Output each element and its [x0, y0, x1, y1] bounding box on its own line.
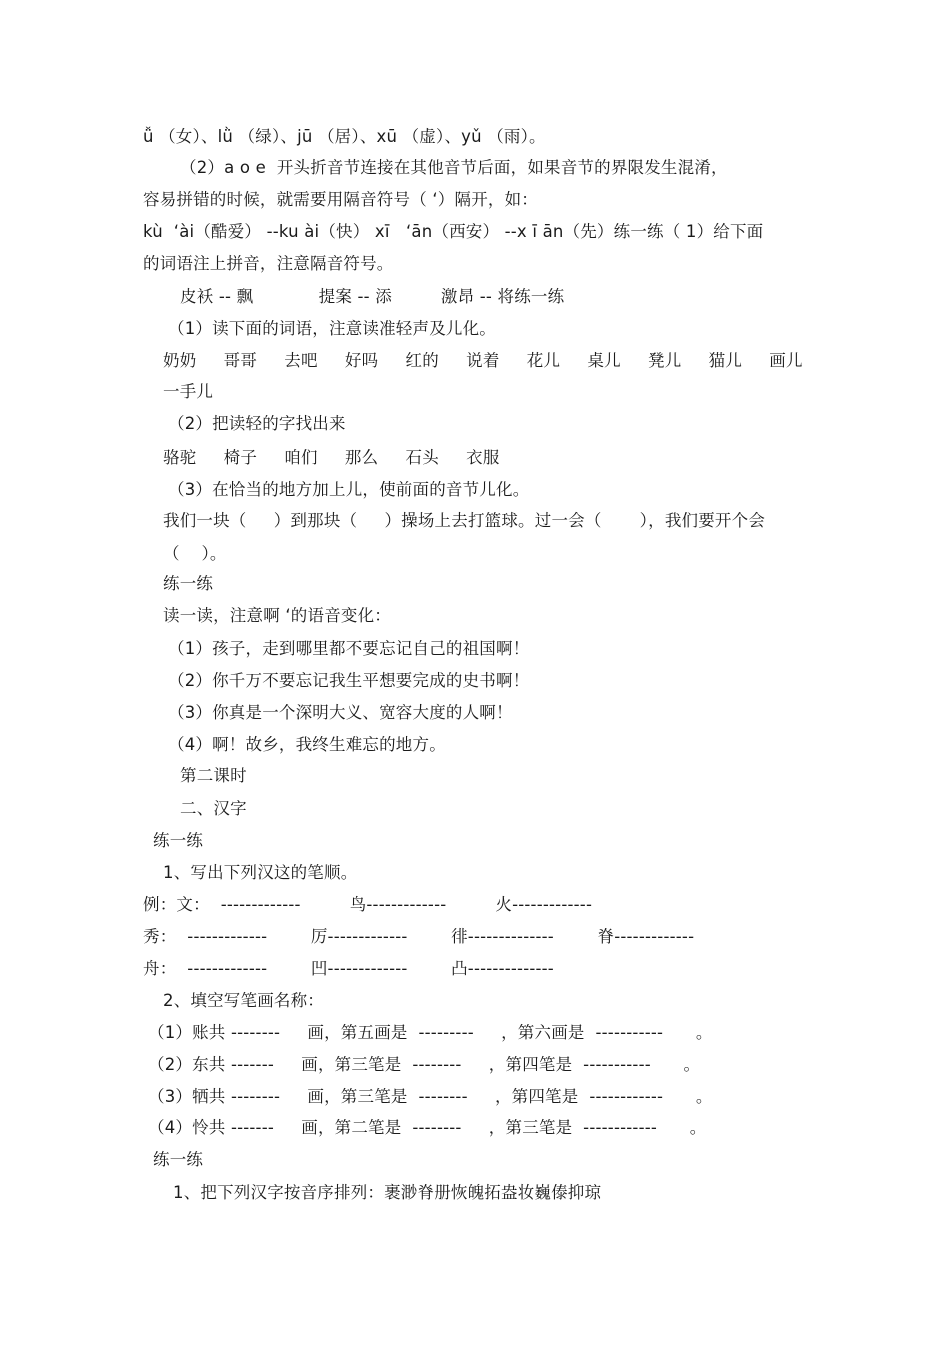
text-line: 1、把下列汉字按音序排列：裹渺脊册恢魄拓盎妆巍傣抑琼 — [173, 1183, 602, 1202]
text-line: 2、填空写笔画名称： — [163, 991, 324, 1010]
text-line: 练一练 — [153, 831, 204, 850]
text-line: （2）东共 ------- 画，第三笔是 -------- ，第四笔是 ----------- 。 — [148, 1055, 701, 1074]
text-line: ǚ （女）、lǜ （绿）、jū （居）、xū （虚）、yǔ （雨）。 — [143, 127, 546, 146]
text-line: 读一读，注意啊 ‘的语音变化： — [163, 606, 391, 625]
text-line: （4）啊！故乡，我终生难忘的地方。 — [168, 735, 446, 754]
text-line: （1）读下面的词语，注意读准轻声及儿化。 — [168, 319, 496, 338]
text-line: （ ）。 — [163, 544, 227, 563]
text-line: 练一练 — [153, 1150, 204, 1169]
text-line: （3）在恰当的地方加上儿，使前面的音节儿化。 — [168, 480, 530, 499]
section-heading: 第二课时 — [180, 766, 247, 785]
text-line: （2）a o e 开头折音节连接在其他音节后面，如果音节的界限发生混淆， — [180, 158, 728, 177]
text-line: 例：文： ------------- 鸟------------- 火------------- — [143, 895, 593, 914]
text-line: kù ‘ài（酷爱） --ku ài（快） xī ‘ān（西安） --x ī ān（先）练一练（ 1）给下面 — [143, 222, 764, 241]
text-line: （2）你千万不要忘记我生平想要完成的史书啊！ — [168, 671, 530, 690]
text-line: 容易拼错的时候，就需要用隔音符号（ ‘）隔开，如： — [143, 190, 538, 209]
text-line: 奶奶 哥哥 去吧 好吗 红的 说着 花儿 桌儿 凳儿 猫儿 画儿 — [163, 351, 803, 370]
text-line: 1、写出下列汉这的笔顺。 — [163, 863, 358, 882]
text-line: 我们一块（ ）到那块（ ）操场上去打篮球。过一会（ ），我们要开个会 — [163, 511, 766, 530]
text-line: （3）你真是一个深明大义、宽容大度的人啊！ — [168, 703, 513, 722]
text-line: （1）孩子，走到哪里都不要忘记自己的祖国啊！ — [168, 639, 530, 658]
text-line: 秀： ------------- 厉------------- 徘-------------- 脊------------- — [143, 927, 695, 946]
text-line: （4）怜共 ------- 画，第二笔是 -------- ，第三笔是 ------------ 。 — [148, 1118, 707, 1137]
section-heading: 二、汉字 — [180, 799, 247, 818]
text-line: 骆驼 椅子 咱们 那么 石头 衣服 — [163, 448, 500, 467]
text-line: 一手儿 — [163, 382, 214, 401]
text-line: 舟： ------------- 凹------------- 凸-------------- — [143, 959, 554, 978]
text-line: 练一练 — [163, 574, 214, 593]
text-line: （3）牺共 -------- 画，第三笔是 -------- ，第四笔是 ------------ 。 — [148, 1087, 713, 1106]
text-line: （2）把读轻的字找出来 — [168, 414, 346, 433]
text-line: 皮袄 -- 飘 提案 -- 添 激昂 -- 将练一练 — [180, 287, 565, 306]
text-line: 的词语注上拼音，注意隔音符号。 — [143, 254, 394, 273]
text-line: （1）账共 -------- 画，第五画是 --------- ，第六画是 ----------- 。 — [148, 1023, 713, 1042]
